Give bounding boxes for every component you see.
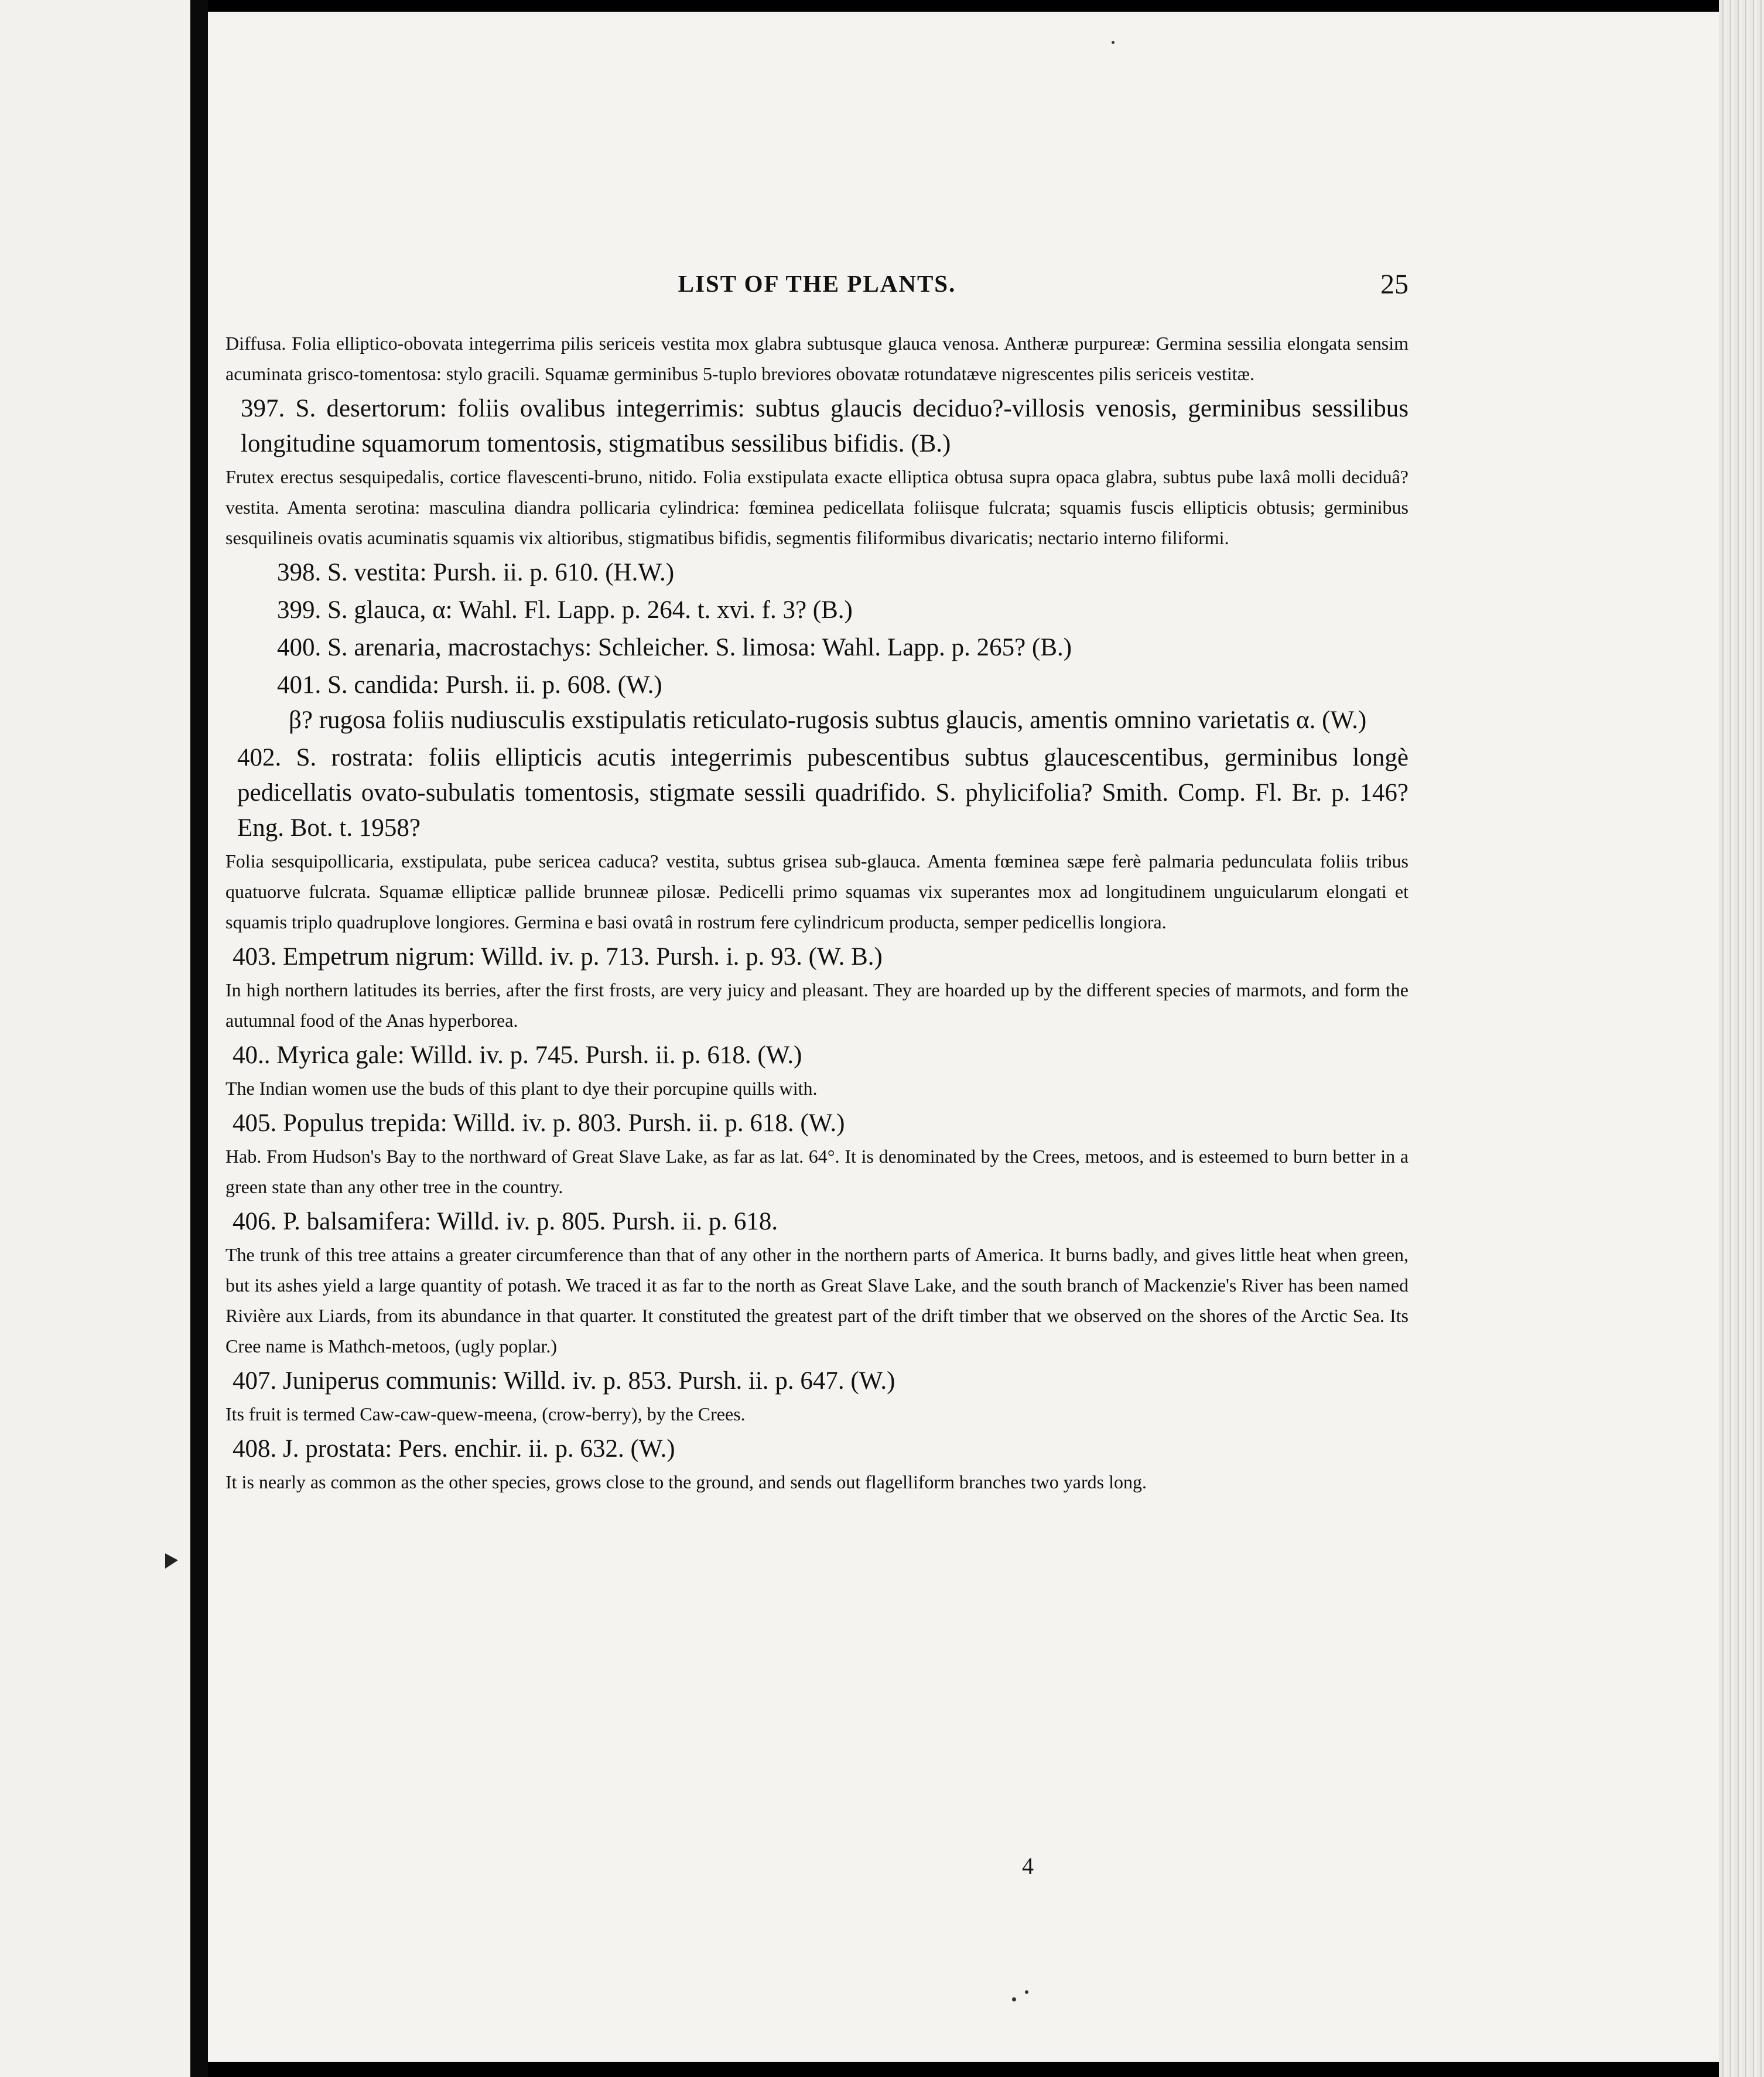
note-404: The Indian women use the buds of this plant to dye their porcupine quills with. xyxy=(225,1078,818,1099)
speck xyxy=(1025,1990,1028,1994)
description-salix-diffusa: Diffusa. Folia elliptico-obovata integerrima pilis sericeis vestita mox glabra subtusque glauca venosa. Antheræ purpureæ: Germina sessilia elongata sensim acuminata grisco-tomentosa: stylo gracili. Squamæ germinibus 5-tuplo breviores obovatæ rotundatæve nigrescentes pilis sericeis vestitæ. xyxy=(225,333,1409,384)
note-405: Hab. From Hudson's Bay to the northward of Great Slave Lake, as far as lat. 64°. It is denominated by the Crees, metoos, and is esteemed to burn better in a green state than any other tree in the country. xyxy=(225,1146,1409,1197)
description-397: Frutex erectus sesquipedalis, cortice flavescenti-bruno, nitido. Folia exstipulata exacte elliptica obtusa supra opaca glabra, subtus pube laxâ molli deciduâ? vestita. Amenta serotina: masculina diandra pollicaria cylindrica: fœminea pedicellata foliisque fulcrata; squamis fuscis ellipticis obtusis; germinibus sesquilineis ovatis acuminatis squamis vix altioribus, stigmatibus bifidis, segmentis filiformibus divaricatis; nectario interno filiformi. xyxy=(225,466,1409,548)
entry-399: 399. S. glauca, α: Wahl. Fl. Lapp. p. 264. t. xvi. f. 3? (B.) xyxy=(277,596,853,624)
entry-408: 408. J. prostata: Pers. enchir. ii. p. 632. (W.) xyxy=(233,1435,675,1463)
facing-page-edge xyxy=(0,0,190,2077)
page-header xyxy=(225,258,1409,328)
speck xyxy=(1012,1997,1016,2001)
entry-404: 40.. Myrica gale: Willd. iv. p. 745. Pursh. ii. p. 618. (W.) xyxy=(233,1041,802,1069)
page-number: 25 xyxy=(1380,269,1409,300)
entry-401: 401. S. candida: Pursh. ii. p. 608. (W.) xyxy=(277,671,662,699)
entry-397: 397. S. desertorum: foliis ovalibus integerrimis: subtus glaucis deciduo?-villosis venosis, germinibus sessilibus longitudine squamorum tomentosis, stigmatibus sessilibus bifidis. (B.) xyxy=(241,395,1409,457)
running-title: LIST OF THE PLANTS. xyxy=(678,270,956,297)
description-402: Folia sesquipollicaria, exstipulata, pube sericea caduca? vestita, subtus grisea sub-glauca. Amenta fœminea sæpe ferè palmaria pedunculata foliis tribus quatuorve fulcrata. Squamæ ellipticæ pallide brunneæ pilosæ. Pedicelli primo squamas vix superantes mox ad longitudinem unguicularum elongati et squamis triplo quadruplove longiores. Germina e basi ovatâ in rostrum fere cylindricum producta, semper pedicellis longiora. xyxy=(225,850,1409,932)
note-408: It is nearly as common as the other species, grows close to the ground, and sends out flagelliform branches two yards long. xyxy=(225,1471,1147,1492)
entry-406: 406. P. balsamifera: Willd. iv. p. 805. Pursh. ii. p. 618. xyxy=(233,1208,778,1235)
entry-398: 398. S. vestita: Pursh. ii. p. 610. (H.W.) xyxy=(277,559,675,586)
book-gutter xyxy=(190,0,208,2077)
entry-403: 403. Empetrum nigrum: Willd. iv. p. 713. Pursh. i. p. 93. (W. B.) xyxy=(233,943,883,971)
entry-402: 402. S. rostrata: foliis ellipticis acutis integerrimis pubescentibus subtus glaucescentibus, germinibus longè pedicellatis ovato-subulatis tomentosis, stigmate sessili quadrifido. S. phylicifolia? Smith. Comp. Fl. Br. p. 146? Eng. Bot. t. 1958? xyxy=(237,744,1409,842)
entry-407: 407. Juniperus communis: Willd. iv. p. 853. Pursh. ii. p. 647. (W.) xyxy=(233,1367,895,1395)
page-content xyxy=(225,258,1409,1497)
note-407: Its fruit is termed Caw-caw-quew-meena, (crow-berry), by the Crees. xyxy=(225,1403,746,1424)
entry-405: 405. Populus trepida: Willd. iv. p. 803. Pursh. ii. p. 618. (W.) xyxy=(233,1109,845,1137)
pointer-mark-icon xyxy=(165,1553,178,1569)
entry-400: 400. S. arenaria, macrostachys: Schleicher. S. limosa: Wahl. Lapp. p. 265? (B.) xyxy=(277,634,1072,661)
note-406: The trunk of this tree attains a greater circumference than that of any other in the northern parts of America. It burns badly, and gives little heat when green, but its ashes yield a large quantity of potash. We traced it as far to the north as Great Slave Lake, and the south branch of Mackenzie's River has been named Rivière aux Liards, from its abundance in that quarter. It constituted the greatest part of the drift timber that we observed on the shores of the Arctic Sea. Its Cree name is Mathch-metoos, (ugly poplar.) xyxy=(225,1244,1409,1357)
note-403: In high northern latitudes its berries, after the first frosts, are very juicy and pleasant. They are hoarded up by the different species of marmots, and form the autumnal food of the Anas hyperborea. xyxy=(225,979,1409,1031)
speck xyxy=(1112,41,1115,44)
entry-401-variety: β? rugosa foliis nudiusculis exstipulatis reticulato-rugosis subtus glaucis, amentis omnino varietatis α. (W.) xyxy=(289,706,1367,734)
page-stack-edge xyxy=(1719,0,1764,2077)
signature-mark: 4 xyxy=(1022,1853,1034,1879)
